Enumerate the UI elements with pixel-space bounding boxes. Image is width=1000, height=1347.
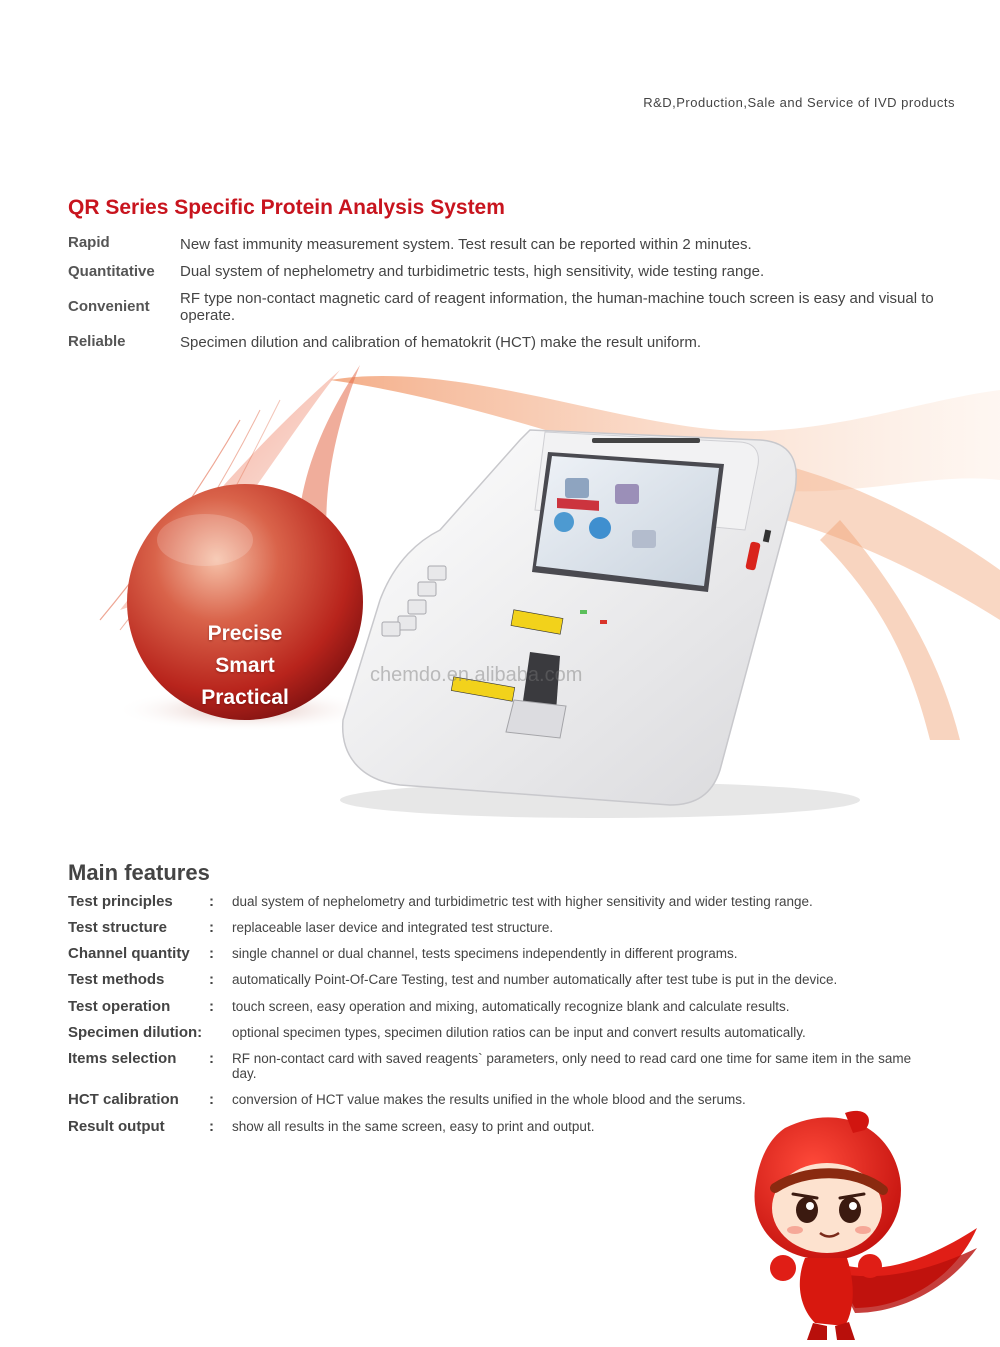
- sphere-highlight: [157, 514, 253, 566]
- feature-desc: touch screen, easy operation and mixing, automatically recognize blank and calculate results.: [232, 999, 790, 1014]
- feature-colon: :: [209, 1091, 214, 1108]
- spec-label: Convenient: [68, 298, 150, 315]
- sphere-text-precise: Precise: [207, 622, 283, 645]
- company-tagline: R&D,Production,Sale and Service of IVD products: [643, 95, 955, 110]
- feature-label: Test methods: [68, 971, 165, 988]
- feature-colon: :: [209, 919, 214, 936]
- feature-colon: :: [209, 1050, 214, 1067]
- spec-desc: New fast immunity measurement system. Test result can be reported within 2 minutes.: [180, 236, 752, 253]
- feature-colon: :: [209, 1118, 214, 1135]
- feature-desc: dual system of nephelometry and turbidimetric test with higher sensitivity and wider testing range.: [232, 894, 813, 909]
- feature-desc: single channel or dual channel, tests specimens independently in different programs.: [232, 946, 738, 961]
- feature-label: Channel quantity: [68, 945, 190, 962]
- spec-desc: Specimen dilution and calibration of hematokrit (HCT) make the result uniform.: [180, 334, 702, 351]
- spec-label: Reliable: [68, 333, 126, 350]
- sphere-text-practical: Practical: [201, 686, 289, 709]
- feature-label: Result output: [68, 1118, 165, 1135]
- feature-colon: :: [209, 971, 214, 988]
- feature-colon: :: [209, 945, 214, 962]
- feature-desc: automatically Point-Of-Care Testing, test and number automatically after test tube is put in the device.: [232, 972, 838, 987]
- spec-desc: RF type non-contact magnetic card of reagent information, the human-machine touch screen is easy and visual to operate.: [180, 290, 934, 324]
- feature-label: Items selection: [68, 1050, 177, 1067]
- product-title: QR Series Specific Protein Analysis System: [68, 196, 505, 219]
- feature-colon: :: [209, 893, 214, 910]
- features-title: Main features: [68, 860, 210, 885]
- spec-label: Quantitative: [68, 263, 155, 280]
- red-sphere: [127, 484, 363, 720]
- feature-desc: optional specimen types, specimen dilution ratios can be input and convert results automatically.: [232, 1025, 806, 1040]
- watermark: chemdo.en.alibaba.com: [370, 664, 583, 686]
- feature-label: Test structure: [68, 919, 167, 936]
- feature-label: Test operation: [68, 998, 171, 1015]
- mascot-illustration: [715, 1108, 980, 1343]
- feature-desc: replaceable laser device and integrated test structure.: [232, 920, 554, 935]
- feature-desc: conversion of HCT value makes the results unified in the whole blood and the serums.: [232, 1092, 746, 1107]
- feature-label: Specimen dilution:: [68, 1024, 203, 1041]
- hero-illustration: [0, 360, 1000, 830]
- feature-colon: :: [209, 998, 214, 1015]
- feature-desc: show all results in the same screen, easy to print and output.: [232, 1119, 595, 1134]
- spec-desc: Dual system of nephelometry and turbidimetric tests, high sensitivity, wide testing range.: [180, 263, 765, 280]
- analyzer-device: [340, 430, 860, 818]
- feature-label: HCT calibration: [68, 1091, 179, 1108]
- spec-label: Rapid: [68, 234, 110, 251]
- feature-desc: RF non-contact card with saved reagents` parameters, only need to read card one time for same item in the same day.: [232, 1051, 912, 1081]
- feature-label: Test principles: [68, 893, 173, 910]
- sphere-text-smart: Smart: [215, 654, 275, 677]
